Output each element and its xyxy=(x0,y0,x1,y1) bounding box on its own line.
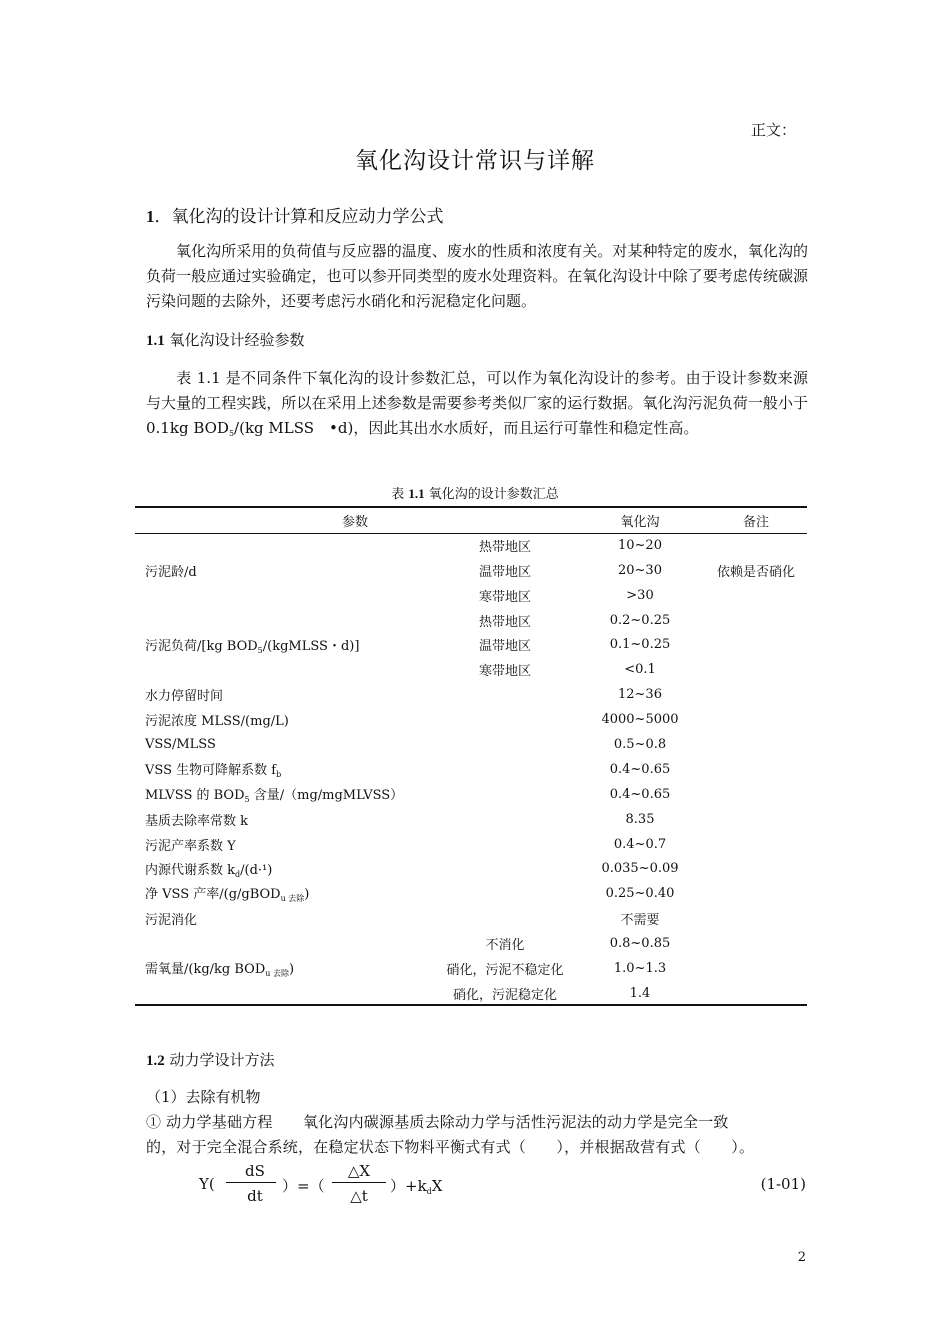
section-1-text: 氧化沟所采用的负荷值与反应器的温度、废水的性质和浓度有关。对某种特定的废水，氧化沟的负荷一般应通过实验确定，也可以参开同类型的废水处理资料。在氧化沟设计中除了要考虑传统碳源污染问题的去除外，还要考虑污水硝化和污泥稳定化问题。 xyxy=(146,242,808,310)
cell-value: 4000~5000 xyxy=(601,712,679,728)
cell-note xyxy=(705,832,807,857)
cell-note xyxy=(705,682,807,707)
cell-note xyxy=(705,732,807,757)
formula-tail-post: X xyxy=(431,1177,443,1195)
formula-eq: ）=（ xyxy=(282,1177,325,1195)
cell-note xyxy=(705,931,807,956)
cell-value: 0.5~0.8 xyxy=(613,736,667,752)
cell-condition xyxy=(435,807,575,832)
cell-param-text: 净 VSS 产率/(g/gBOD xyxy=(145,887,281,903)
cell-param: 基质去除率常数 k xyxy=(145,813,249,829)
table-row xyxy=(135,807,807,832)
table-row xyxy=(135,832,807,857)
cell-param-subscript: d xyxy=(235,869,241,879)
cell-note xyxy=(705,583,807,608)
cell-value: 8.35 xyxy=(625,811,655,827)
cell-value: 0.4~0.7 xyxy=(613,836,667,852)
header-note: 备注 xyxy=(742,514,769,530)
cell-value: 0.1~0.25 xyxy=(609,637,671,653)
formula-num-1: dS xyxy=(245,1162,265,1180)
table-row xyxy=(135,632,807,657)
cell-note xyxy=(705,856,807,881)
table-row xyxy=(135,757,807,782)
section-1-2-title: 动力学设计方法 xyxy=(164,1051,275,1069)
cell-value: 0.8~0.85 xyxy=(609,936,671,952)
cell-param: 污泥消化 xyxy=(145,913,198,929)
cell-param-subscript: 5 xyxy=(257,645,263,655)
cell-param xyxy=(135,757,435,782)
header-oxidation-ditch: 氧化沟 xyxy=(620,514,660,530)
cell-condition: 温带地区 xyxy=(478,639,531,655)
cell-param: VSS/MLSS xyxy=(145,736,216,752)
cell-note xyxy=(705,657,807,682)
section-1-paragraph xyxy=(146,239,808,314)
section-1-1-text-b: /(kg MLSS •d)，因此其出水水质好，而且运行可靠性和稳定性高。 xyxy=(234,419,699,437)
formula-fraction-bar-2 xyxy=(332,1182,386,1183)
item-remove-organics: （1）去除有机物 xyxy=(146,1088,261,1106)
cell-param-subscript: b xyxy=(276,770,282,780)
cell-note xyxy=(705,906,807,931)
cell-condition xyxy=(435,757,575,782)
table-row xyxy=(135,881,807,906)
cell-value: 0.4~0.65 xyxy=(609,761,671,777)
cell-param-text: 需氧量/(kg/kg BOD xyxy=(145,961,266,977)
formula-tail-sub: d xyxy=(426,1187,432,1196)
cell-condition: 热带地区 xyxy=(478,539,531,555)
section-1-1-text-a: 表 1.1 是不同条件下氧化沟的设计参数汇总，可以作为氧化沟设计的参考。由于设计参数来源与大量的工程实践，所以在采用上述参数是需要参考类似厂家的运行数据。氧化沟污泥负荷一般小于 0.1kg BOD xyxy=(146,369,808,437)
cell-value: <0.1 xyxy=(624,662,656,678)
cell-param xyxy=(135,956,435,981)
table-row xyxy=(135,956,807,981)
table-row xyxy=(135,707,807,732)
cell-condition xyxy=(435,906,575,931)
page-title: 氧化沟设计常识与详解 xyxy=(355,148,595,174)
section-1-1-title: 氧化沟设计经验参数 xyxy=(164,331,305,349)
cell-condition: 温带地区 xyxy=(478,564,531,580)
cell-param-subscript: 5 xyxy=(244,795,250,805)
formula-number: (1-01) xyxy=(760,1175,806,1193)
table-row xyxy=(135,906,807,931)
section-1-1-number: 1.1 xyxy=(146,333,165,349)
cell-condition: 硝化，污泥不稳定化 xyxy=(446,962,564,978)
cell-condition: 热带地区 xyxy=(478,614,531,630)
item-line-1: ① 动力学基础方程 氧化沟内碳源基质去除动力学与活性污泥法的动力学是完全一致 xyxy=(146,1113,729,1131)
cell-param xyxy=(135,608,435,633)
cell-note xyxy=(705,881,807,906)
table-row xyxy=(135,856,807,881)
cell-value: 10~20 xyxy=(618,537,662,553)
cell-note xyxy=(705,981,807,1006)
cell-param-subscript: u 去除 xyxy=(265,968,289,978)
cell-value: 0.25~0.40 xyxy=(605,886,675,902)
cell-param xyxy=(135,632,435,657)
cell-condition: 硝化，污泥稳定化 xyxy=(452,987,557,1003)
table-caption xyxy=(0,483,950,502)
cell-value: 不需要 xyxy=(620,913,660,929)
cell-condition xyxy=(435,707,575,732)
formula-fraction-bar-1 xyxy=(226,1182,276,1183)
table-caption-number: 1.1 xyxy=(408,486,425,501)
table-row xyxy=(135,682,807,707)
cell-condition xyxy=(435,682,575,707)
design-parameters-table xyxy=(135,508,807,1006)
section-1-title: ．氧化沟的设计计算和反应动力学公式 xyxy=(154,207,444,227)
table-row xyxy=(135,981,807,1006)
cell-condition xyxy=(435,856,575,881)
formula-den-1: dt xyxy=(247,1187,263,1205)
section-1-number: 1 xyxy=(146,207,155,226)
cell-note xyxy=(705,632,807,657)
formula-tail-pre: ）+k xyxy=(390,1177,427,1195)
cell-param xyxy=(135,856,435,881)
cell-value: >30 xyxy=(626,587,654,603)
section-1-1-heading xyxy=(146,329,305,350)
table-row xyxy=(135,732,807,757)
cell-value: 1.0~1.3 xyxy=(613,960,667,976)
table-row xyxy=(135,657,807,682)
page-number: 2 xyxy=(797,1250,806,1265)
header-param: 参数 xyxy=(341,514,368,530)
item-line-2: 的，对于完全混合系统，在稳定状态下物料平衡式有式（ ），并根据敌营有式（ ）。 xyxy=(146,1138,755,1156)
section-1-1-paragraph xyxy=(146,366,808,446)
cell-param-text: MLVSS 的 BOD xyxy=(145,788,245,804)
section-1-2-heading xyxy=(146,1049,275,1070)
table-row xyxy=(135,931,807,956)
cell-note xyxy=(705,533,807,558)
cell-note xyxy=(705,807,807,832)
cell-param xyxy=(135,782,435,807)
formula-y: Y( xyxy=(199,1175,215,1193)
cell-condition xyxy=(435,832,575,857)
cell-condition: 寒带地区 xyxy=(478,664,531,680)
cell-param-subscript: u 去除 xyxy=(280,894,305,904)
section-1-1-sub: 5 xyxy=(228,429,235,438)
cell-note: 依赖是否硝化 xyxy=(716,564,795,580)
cell-condition xyxy=(435,732,575,757)
cell-param-tail: ) xyxy=(304,887,310,903)
cell-note xyxy=(705,956,807,981)
cell-param: 污泥产率系数 Y xyxy=(145,838,236,854)
cell-param-text: 污泥负荷/[kg BOD xyxy=(145,638,258,654)
cell-value: 12~36 xyxy=(618,687,662,703)
cell-value: 0.2~0.25 xyxy=(609,612,671,628)
table-row xyxy=(135,558,807,583)
formula-tail xyxy=(390,1175,442,1196)
cell-param xyxy=(135,881,435,906)
cell-note xyxy=(705,782,807,807)
section-1-2-number: 1.2 xyxy=(146,1053,165,1069)
section-label: 正文： xyxy=(750,121,796,139)
cell-note xyxy=(705,707,807,732)
table-row xyxy=(135,608,807,633)
cell-param xyxy=(135,533,435,558)
table-row xyxy=(135,533,807,558)
cell-param: 污泥龄/d xyxy=(145,564,197,580)
section-1-heading xyxy=(146,202,444,227)
cell-value: 1.4 xyxy=(629,985,651,1001)
formula-den-2: △t xyxy=(350,1187,368,1205)
table-caption-prefix: 表 xyxy=(391,487,409,502)
cell-condition: 寒带地区 xyxy=(478,589,531,605)
cell-note xyxy=(705,608,807,633)
cell-value: 20~30 xyxy=(618,562,662,578)
cell-param-text: 内源代谢系数 k xyxy=(145,862,236,878)
cell-param-tail: /(kgMLSS・d)] xyxy=(262,638,360,654)
cell-param xyxy=(135,981,435,1006)
cell-param: 水力停留时间 xyxy=(145,689,224,705)
cell-param xyxy=(135,931,435,956)
cell-condition xyxy=(435,881,575,906)
cell-param: 污泥浓度 MLSS/(mg/L) xyxy=(145,714,289,730)
cell-value: 0.4~0.65 xyxy=(609,786,671,802)
table-header-row xyxy=(135,508,807,533)
cell-param-tail: 含量/（mg/mgMLVSS） xyxy=(249,788,404,804)
table-row xyxy=(135,782,807,807)
cell-param-tail: ) xyxy=(288,961,295,977)
table-row xyxy=(135,583,807,608)
cell-param-text: VSS 生物可降解系数 f xyxy=(145,763,277,779)
cell-param xyxy=(135,583,435,608)
cell-note xyxy=(705,757,807,782)
cell-param-tail: /(d·¹) xyxy=(240,862,273,878)
cell-param xyxy=(135,657,435,682)
cell-condition xyxy=(435,782,575,807)
formula-num-2: △X xyxy=(347,1162,371,1180)
table-caption-text: 氧化沟的设计参数汇总 xyxy=(424,487,559,502)
cell-condition: 不消化 xyxy=(485,938,525,954)
cell-value: 0.035~0.09 xyxy=(601,861,679,877)
